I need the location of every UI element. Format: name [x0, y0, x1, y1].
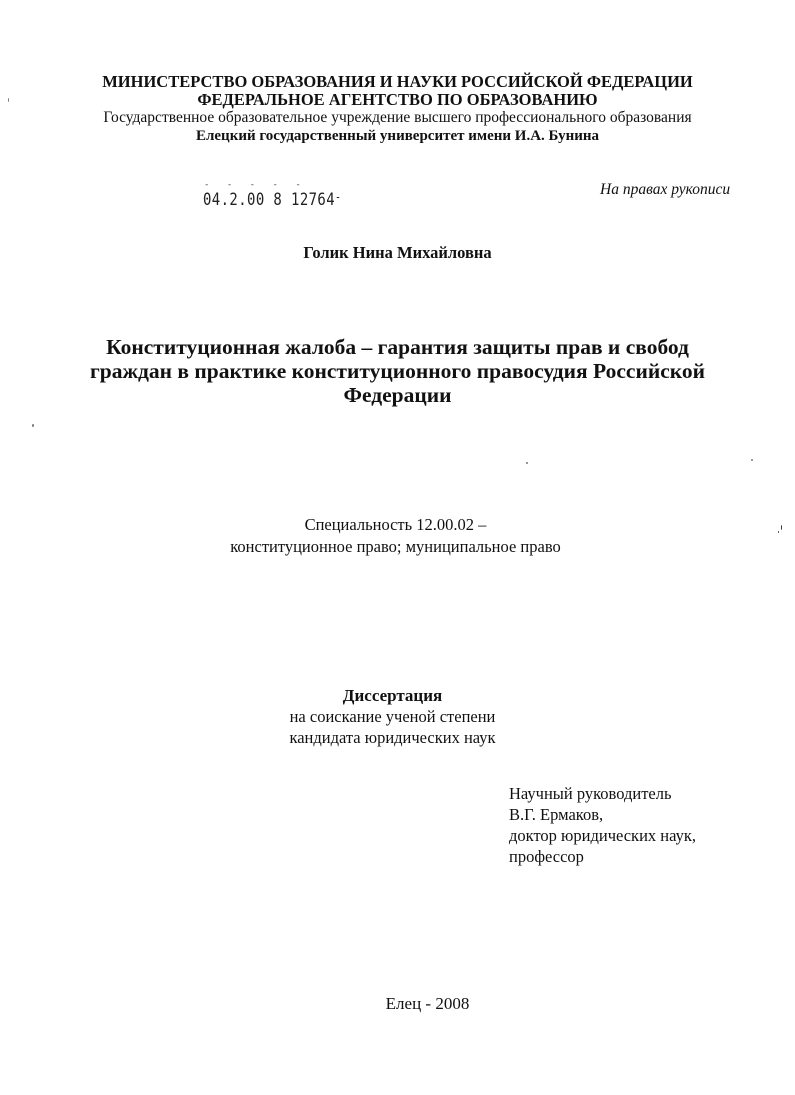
rights-note: На правах рукописи [600, 181, 731, 198]
scientific-advisor [509, 783, 696, 867]
author-name: Голик Нина Михайловна [303, 243, 492, 262]
library-stamp-number [203, 190, 341, 210]
title-line-3: Федерации [343, 383, 452, 407]
institution-type: Государственное образовательное учреждение высшего профессионального образования [103, 109, 692, 126]
title-line-1: Конституционная жалоба – гарантия защиты прав и свобод [106, 335, 689, 359]
scan-speck [32, 424, 34, 427]
advisor-title: профессор [509, 847, 584, 866]
scan-speck [778, 531, 779, 533]
advisor-degree: доктор юридических наук, [509, 826, 696, 845]
degree-line-1: на соискание ученой степени [289, 707, 496, 726]
scan-speck [8, 98, 9, 102]
document-header [0, 73, 795, 145]
scan-speck [526, 462, 528, 464]
title-line-2: граждан в практике конституционного правосудия Российской [89, 359, 706, 383]
scan-speck [781, 525, 782, 530]
dissertation-title [0, 335, 795, 407]
specialty-code: Специальность 12.00.02 – [304, 515, 487, 534]
dissertation-label: Диссертация [342, 686, 443, 705]
dissertation-info [0, 685, 790, 748]
university-name: Елецкий государственный университет имени И.А. Бунина [195, 128, 600, 144]
specialty-name: конституционное право; муниципальное право [230, 537, 561, 556]
stamp-number-text: 04.2.00 8 12764 [203, 190, 336, 210]
scan-speck [751, 459, 753, 461]
specialty [0, 514, 793, 558]
city-year: Елец - 2008 [385, 994, 470, 1013]
agency-name: ФЕДЕРАЛЬНОЕ АГЕНТСТВО ПО ОБРАЗОВАНИЮ [197, 90, 598, 109]
advisor-role: Научный руководитель [509, 784, 672, 803]
stamp-dots: - - - - - [204, 180, 307, 190]
advisor-name: В.Г. Ермаков, [509, 805, 604, 824]
stamp-dash: - [335, 190, 342, 204]
degree-line-2: кандидата юридических наук [289, 728, 496, 747]
ministry-name: МИНИСТЕРСТВО ОБРАЗОВАНИЯ И НАУКИ РОССИЙСКОЙ ФЕДЕРАЦИИ [102, 72, 693, 91]
